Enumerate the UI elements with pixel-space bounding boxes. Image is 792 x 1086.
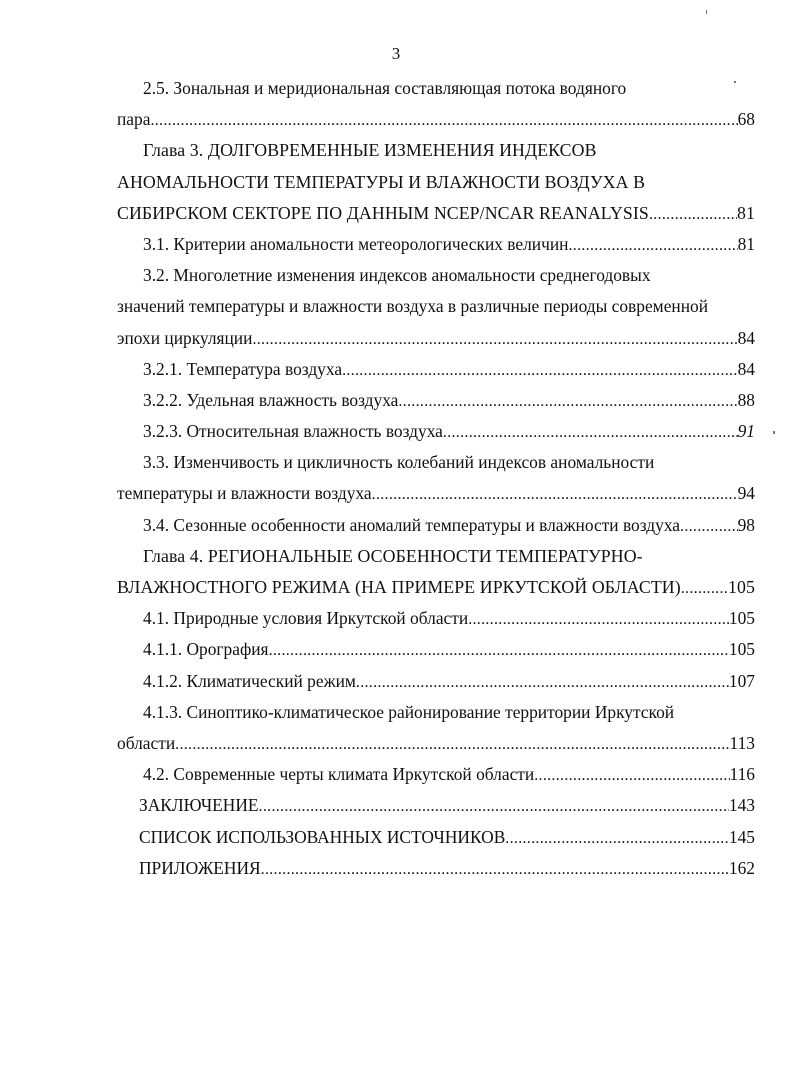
toc-chapter-3-line-2 [117, 167, 755, 198]
table-of-contents [117, 73, 755, 884]
toc-entry-2-5-start [117, 73, 755, 104]
toc-entry-text: пара [117, 109, 151, 130]
dot-leader [356, 667, 729, 697]
dot-leader [680, 511, 738, 541]
toc-entry-text: 3.2. Многолетние изменения индексов аномальности среднегодовых [143, 265, 651, 286]
toc-entry-text: СПИСОК ИСПОЛЬЗОВАННЫХ ИСТОЧНИКОВ [139, 826, 506, 847]
dot-leader [398, 386, 737, 416]
toc-page-number: 107 [728, 670, 755, 691]
toc-entry-3-2-line-1 [117, 260, 755, 291]
toc-page-number: 84 [737, 358, 755, 379]
toc-page-number: 84 [737, 327, 755, 348]
toc-page-number: 105 [728, 639, 755, 660]
dot-leader [649, 199, 737, 229]
dot-leader [568, 230, 737, 260]
toc-entry-text: 3.4. Сезонные особенности аномалий температуры и влажности воздуха [143, 514, 681, 535]
dot-leader [150, 105, 737, 135]
toc-entry-text: Глава 3. ДОЛГОВРЕМЕННЫЕ ИЗМЕНЕНИЯ ИНДЕКСОВ [143, 140, 597, 161]
toc-entry-3-3-line-1 [117, 447, 755, 478]
dot-leader [468, 604, 729, 634]
toc-entry-2-5-end[interactable] [117, 104, 755, 135]
toc-entry-3-4[interactable] [117, 510, 755, 541]
toc-entry-text: области [117, 732, 176, 753]
toc-chapter-4-line-2[interactable] [117, 572, 755, 603]
toc-entry-text: ВЛАЖНОСТНОГО РЕЖИМА (НА ПРИМЕРЕ ИРКУТСКОЙ ОБЛАСТИ) [117, 577, 681, 597]
scan-artifact [706, 10, 707, 14]
dot-leader [534, 760, 729, 790]
dot-leader [342, 355, 738, 385]
toc-entry-text: 3.2.2. Удельная влажность воздуха [143, 389, 399, 410]
dot-leader [259, 791, 729, 821]
toc-entry-appendices[interactable] [117, 853, 755, 884]
toc-entry-text: 4.1.2. Климатический режим [143, 670, 356, 691]
toc-entry-text: Глава 4. РЕГИОНАЛЬНЫЕ ОСОБЕННОСТИ ТЕМПЕРАТУРНО- [143, 545, 643, 566]
scan-artifact [734, 81, 736, 83]
toc-entry-3-2-line-2 [117, 291, 755, 322]
toc-entry-text: ЗАКЛЮЧЕНИЕ [139, 795, 259, 816]
toc-entry-text: ПРИЛОЖЕНИЯ [139, 857, 261, 878]
toc-entry-text: АНОМАЛЬНОСТИ ТЕМПЕРАТУРЫ И ВЛАЖНОСТИ ВОЗДУХА В [117, 171, 646, 192]
toc-page-number: 162 [728, 857, 755, 878]
toc-entry-text: 3.2.1. Температура воздуха [143, 358, 343, 379]
toc-entry-text: 2.5. Зональная и меридиональная составляющая потока водяного [143, 78, 627, 98]
toc-entry-3-2-1[interactable] [117, 354, 755, 385]
toc-page-number: 88 [737, 389, 755, 410]
toc-entry-text: 3.1. Критерии аномальности метеорологических величин [143, 233, 569, 254]
toc-entry-4-1-1[interactable] [117, 634, 755, 665]
toc-entry-3-2-line-3[interactable] [117, 323, 755, 354]
toc-entry-3-2-3[interactable] [117, 416, 755, 447]
toc-page-number: 91 [737, 421, 755, 442]
toc-page-number: 113 [729, 732, 755, 753]
toc-entry-text: СИБИРСКОМ СЕКТОРЕ ПО ДАННЫМ NCEP/NCAR REANALYSIS [117, 202, 649, 223]
toc-entry-conclusion[interactable] [117, 790, 755, 821]
toc-chapter-3-line-1 [117, 135, 755, 166]
dot-leader [505, 823, 729, 853]
scan-artifact [773, 431, 775, 434]
toc-entry-text: 3.3. Изменчивость и цикличность колебаний индексов аномальности [143, 452, 655, 473]
dot-leader [252, 324, 737, 354]
toc-chapter-4-line-1 [117, 541, 755, 572]
toc-entry-4-1-2[interactable] [117, 666, 755, 697]
toc-entry-text: 4.2. Современные черты климата Иркутской области [143, 764, 535, 785]
toc-page-number: 143 [728, 795, 755, 816]
toc-page-number: 68 [737, 109, 755, 130]
toc-entry-text: 4.1.3. Синоптико-климатическое районирование территории Иркутской [143, 701, 675, 722]
toc-chapter-3-line-3[interactable] [117, 198, 755, 229]
dot-leader [681, 573, 728, 603]
dot-leader [269, 635, 729, 665]
dot-leader [443, 417, 738, 447]
dot-leader [175, 729, 729, 759]
toc-page-number: 81 [737, 202, 755, 223]
toc-page-number: 98 [737, 514, 755, 535]
toc-entry-text: эпохи циркуляции [117, 327, 253, 348]
toc-page-number: 116 [729, 764, 755, 785]
toc-entry-4-2[interactable] [117, 759, 755, 790]
toc-page-number: 105 [728, 608, 755, 629]
toc-page-number: 145 [728, 826, 755, 847]
toc-entry-references[interactable] [117, 822, 755, 853]
page-number: 3 [391, 44, 401, 63]
toc-entry-text: температуры и влажности воздуха [117, 483, 372, 504]
toc-entry-text: значений температуры и влажности воздуха в различные периоды современной [117, 296, 709, 317]
toc-entry-4-1[interactable] [117, 603, 755, 634]
toc-entry-4-1-3-line-2[interactable] [117, 728, 755, 759]
dot-leader [261, 854, 729, 884]
toc-entry-4-1-3-line-1 [117, 697, 755, 728]
toc-entry-3-3-line-2[interactable] [117, 478, 755, 509]
dot-leader [372, 479, 738, 509]
toc-entry-3-1[interactable] [117, 229, 755, 260]
toc-page-number: 105 [728, 577, 755, 597]
toc-page-number: 81 [737, 233, 755, 254]
toc-entry-text: 4.1. Природные условия Иркутской области [143, 608, 469, 629]
toc-entry-text: 3.2.3. Относительная влажность воздуха [143, 421, 443, 442]
toc-entry-text: 4.1.1. Орография [143, 639, 269, 660]
toc-page-number: 94 [737, 483, 755, 504]
toc-entry-3-2-2[interactable] [117, 385, 755, 416]
